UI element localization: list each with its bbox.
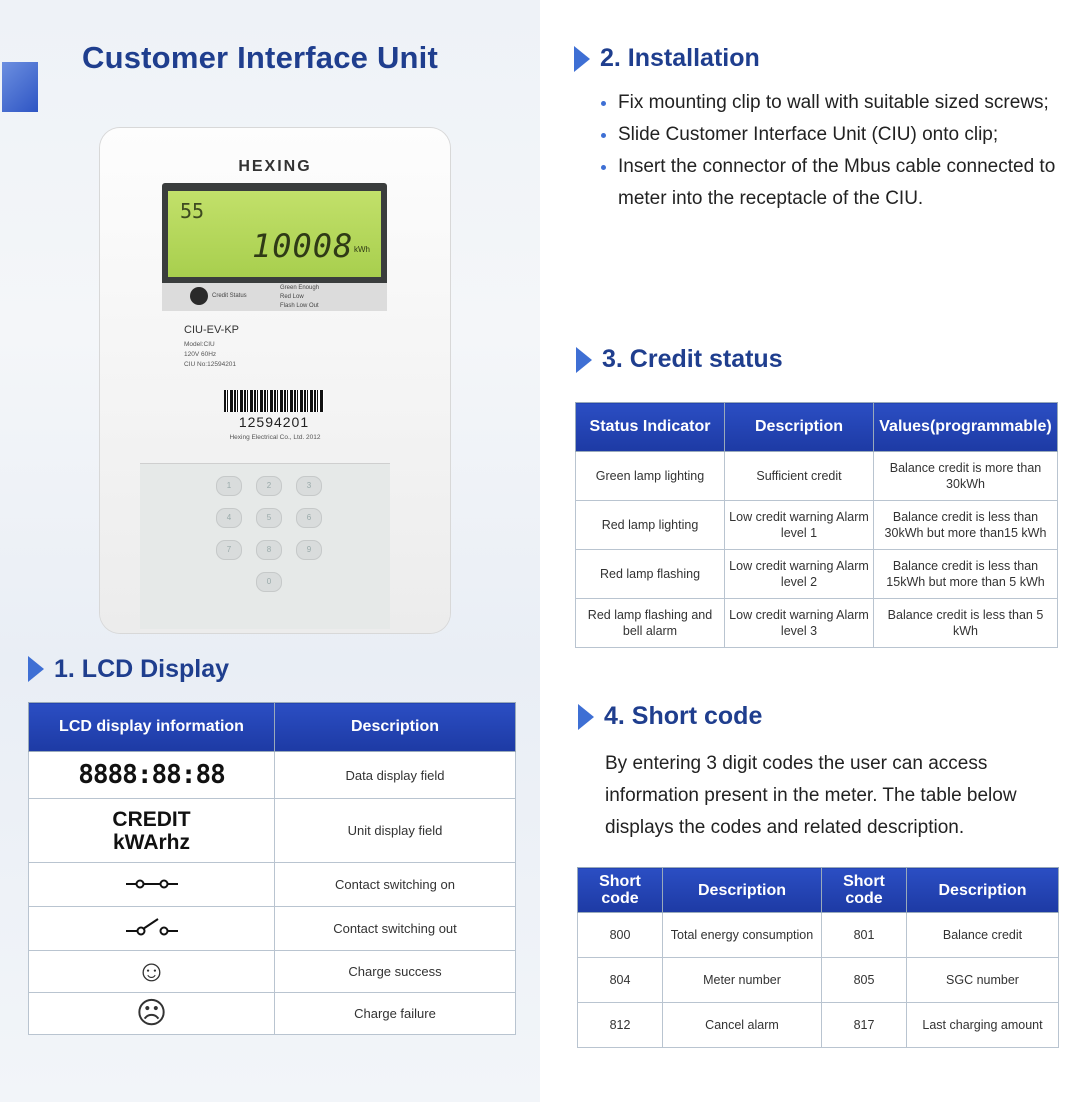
installation-heading: 2. Installation [600,44,760,72]
table-cell: SGC number [907,958,1059,1003]
lcd-display-cell [29,907,275,951]
table-header: LCD display information [29,703,275,752]
keypad [140,463,390,629]
table-cell: Sufficient credit [725,452,874,501]
credit-status-label: Credit Status [212,293,247,299]
table-cell: Red lamp lighting [576,501,725,550]
table-row [29,752,516,799]
lcd-screen [168,191,381,277]
lcd-display-cell [29,799,275,863]
smiley-sad-icon: ☹ [29,993,275,1035]
table-cell: Green lamp lighting [576,452,725,501]
section-arrow-icon [574,46,590,72]
table-row [576,501,1058,550]
table-header: Description [663,868,822,913]
table-header: Description [275,703,516,752]
status-legend-item: Flash Low Out [280,303,319,309]
unit-kwarhz-text: kWArhz [112,830,190,854]
table-row [576,550,1058,599]
unit-credit-text: CREDIT [112,807,191,831]
table-header: Short code [578,868,663,913]
table-row [29,863,516,907]
table-cell: Meter number [663,958,822,1003]
keypad-key: 9 [296,540,322,560]
installation-step: Insert the connector of the Mbus cable connected to meter into the receptacle of the CIU. [618,156,1056,209]
keypad-key: 3 [296,476,322,496]
keypad-key: 1 [216,476,242,496]
keypad-key: 8 [256,540,282,560]
list-item [618,87,1058,119]
table-cell: Charge failure [275,993,516,1035]
model-name: CIU-EV-KP [184,324,240,336]
contact-open-icon [124,916,180,938]
keypad-key: 5 [256,508,282,528]
status-legend-item: Red Low [280,294,304,300]
keypad-key: 4 [216,508,242,528]
table-cell: Balance credit is more than 30kWh [874,452,1058,501]
table-cell: Balance credit [907,913,1059,958]
table-cell: Unit display field [275,799,516,863]
table-cell: 817 [822,1003,907,1048]
keypad-key: 2 [256,476,282,496]
table-row [29,993,516,1035]
table-cell: Low credit warning Alarm level 2 [725,550,874,599]
table-cell: 812 [578,1003,663,1048]
table-cell: Cancel alarm [663,1003,822,1048]
table-row [578,1003,1059,1048]
table-cell: Low credit warning Alarm level 3 [725,599,874,648]
ciu-device-illustration [100,128,450,633]
table-row [576,599,1058,648]
table-header: Status Indicator [576,403,725,452]
barcode-number: 12594201 [238,414,310,430]
table-row [29,799,516,863]
table-row [578,958,1059,1003]
title-accent-block [2,62,38,112]
lcd-display-cell [29,863,275,907]
model-detail-line: CIU No:12594201 [184,361,237,368]
credit-status-led [190,287,208,305]
model-detail-line: 120V 60Hz [184,351,217,358]
short-code-table [577,867,1059,1048]
status-legend [280,284,319,311]
table-cell: Charge success [275,951,516,993]
table-header-row [578,868,1059,913]
barcode [224,390,324,412]
installation-step: Fix mounting clip to wall with suitable sized screws; [618,92,1049,113]
table-row [578,913,1059,958]
table-header-row [576,403,1058,452]
lcd-unit: kWh [354,245,370,254]
table-cell: Balance credit is less than 30kWh but more than15 kWh [874,501,1058,550]
table-cell: Contact switching on [275,863,516,907]
table-cell: Balance credit is less than 5 kWh [874,599,1058,648]
segment-display-sample: 8888:88:88 [78,760,225,790]
table-cell: 805 [822,958,907,1003]
keypad-key: 7 [216,540,242,560]
smiley-happy-icon: ☺ [29,951,275,993]
contact-closed-icon [124,874,180,892]
table-header: Description [907,868,1059,913]
table-header: Description [725,403,874,452]
credit-status-table [575,402,1058,648]
keypad-key: 0 [256,572,282,592]
installation-step: Slide Customer Interface Unit (CIU) onto clip; [618,124,999,145]
section-arrow-icon [576,347,592,373]
model-details [184,340,236,370]
table-cell: 801 [822,913,907,958]
credit-status-strip [162,283,387,311]
table-cell: Total energy consumption [663,913,822,958]
table-header: Short code [822,868,907,913]
lcd-left-readout: 55 [180,199,205,223]
table-row [29,951,516,993]
lcd-main-readout: 10008 [252,227,354,265]
table-cell: Low credit warning Alarm level 1 [725,501,874,550]
table-header-row [29,703,516,752]
table-cell: 800 [578,913,663,958]
table-cell: Data display field [275,752,516,799]
table-cell: Last charging amount [907,1003,1059,1048]
device-brand: HEXING [238,158,312,175]
keypad-key: 6 [296,508,322,528]
table-row [576,452,1058,501]
manufacturer-label: Hexing Electrical Co., Ltd. 2012 [229,434,321,441]
section-arrow-icon [578,704,594,730]
table-cell: Red lamp flashing [576,550,725,599]
section-arrow-icon [28,656,44,682]
lcd-display-cell [29,752,275,799]
short-code-intro: By entering 3 digit codes the user can access information present in the meter. The table below displays the codes and related description. [605,753,1017,838]
lcd-section-heading: 1. LCD Display [54,655,230,683]
credit-status-heading: 3. Credit status [602,345,783,373]
list-item [618,119,1058,151]
installation-list [600,87,1058,215]
page-title: Customer Interface Unit [82,40,438,75]
table-row [29,907,516,951]
short-code-heading: 4. Short code [604,702,763,730]
lcd-display-table [28,702,516,1035]
table-header: Values(programmable) [874,403,1058,452]
model-detail-line: Model:CIU [184,341,215,348]
table-cell: Balance credit is less than 15kWh but more than 5 kWh [874,550,1058,599]
table-cell: Contact switching out [275,907,516,951]
list-item [618,151,1058,215]
lcd-frame [162,183,387,311]
status-legend-item: Green Enough [280,285,320,291]
table-cell: Red lamp flashing and bell alarm [576,599,725,648]
table-cell: 804 [578,958,663,1003]
